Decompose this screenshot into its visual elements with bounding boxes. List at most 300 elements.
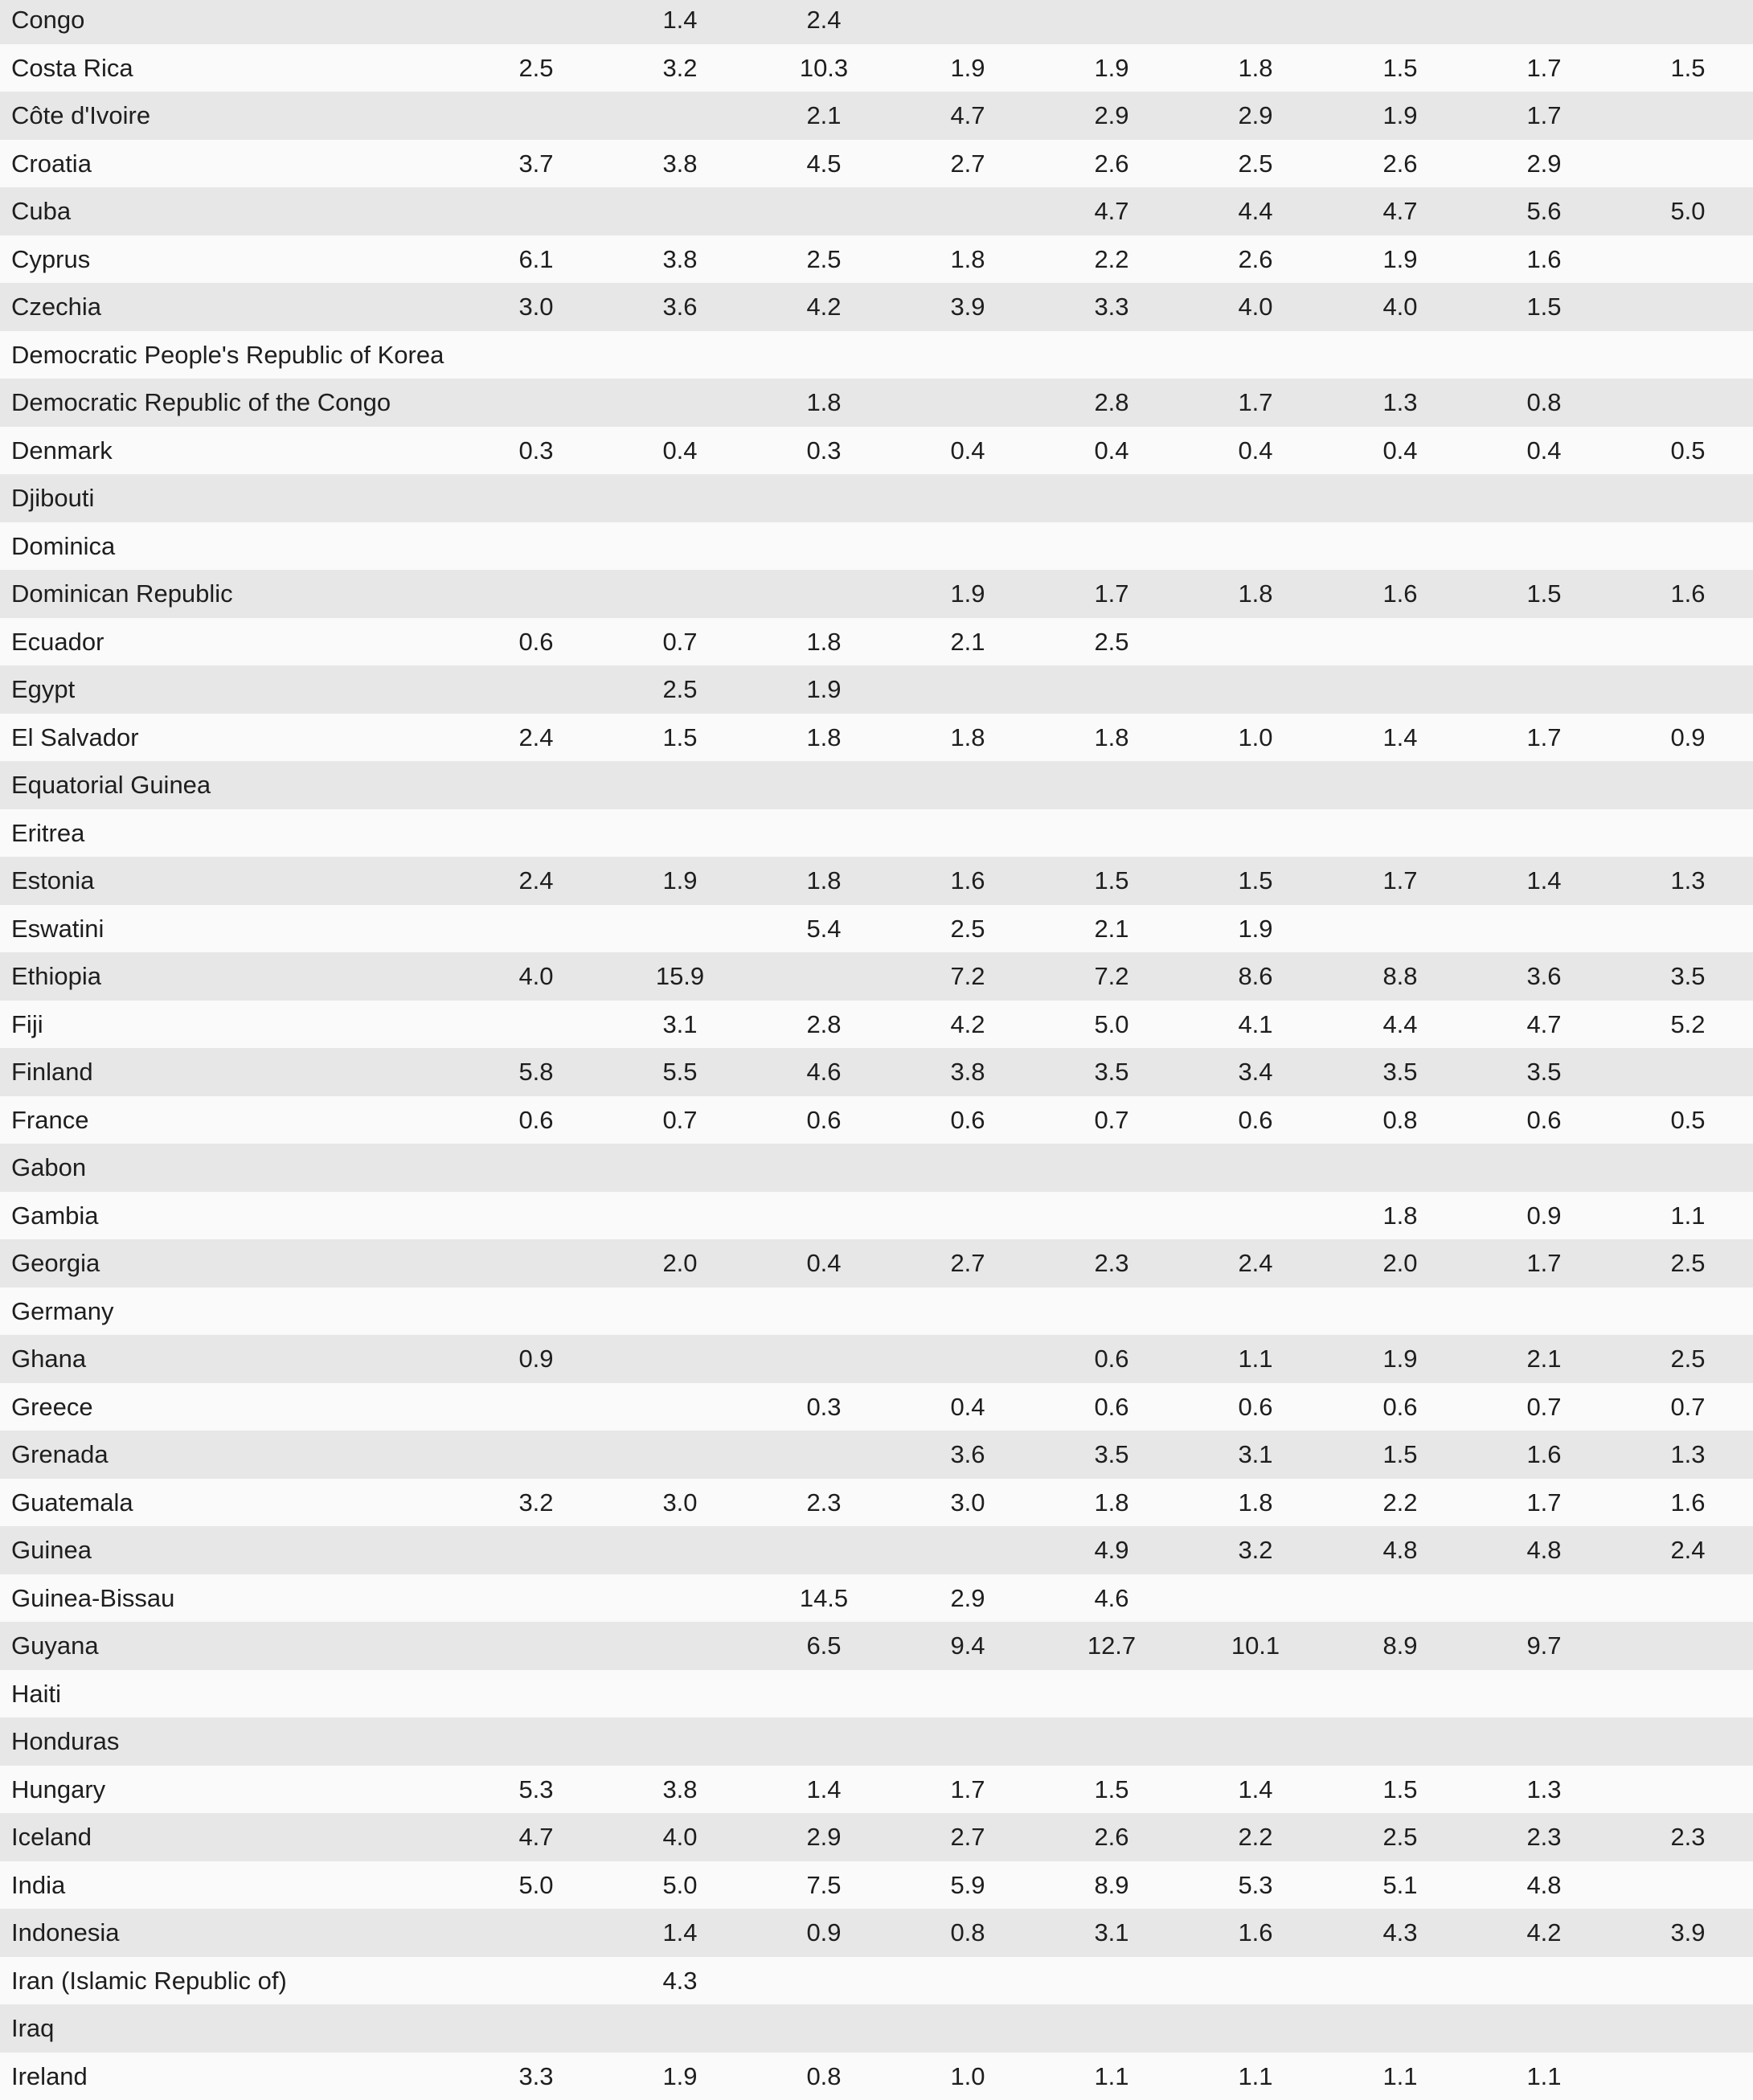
country-name: Indonesia	[11, 1909, 461, 1957]
value-cell: 0.3	[764, 1383, 884, 1431]
value-cell	[1484, 1717, 1604, 1766]
value-cell: 5.4	[764, 905, 884, 953]
value-cell	[476, 1909, 596, 1957]
value-cell: 1.7	[1484, 44, 1604, 92]
value-cell: 1.8	[1195, 570, 1316, 618]
value-cell: 0.9	[1484, 1192, 1604, 1240]
value-cell	[1340, 1144, 1460, 1192]
value-cell	[907, 1335, 1028, 1383]
value-cell	[907, 474, 1028, 522]
value-cell	[1340, 522, 1460, 571]
value-cell	[764, 1144, 884, 1192]
country-name: Haiti	[11, 1670, 461, 1718]
value-cell: 4.2	[907, 1001, 1028, 1049]
value-cell: 3.8	[620, 140, 740, 188]
value-cell: 1.4	[620, 1909, 740, 1957]
value-cell: 2.7	[907, 1813, 1028, 1861]
value-cell	[620, 1431, 740, 1479]
value-cell	[1340, 0, 1460, 44]
value-cell: 5.9	[907, 1861, 1028, 1910]
value-cell: 4.7	[1051, 187, 1172, 235]
country-name: El Salvador	[11, 714, 461, 762]
value-cell	[1195, 474, 1316, 522]
value-cell: 6.1	[476, 235, 596, 284]
value-cell: 3.8	[620, 1766, 740, 1814]
table-row	[0, 92, 1753, 140]
value-cell	[1051, 331, 1172, 379]
value-cell: 8.9	[1051, 1861, 1172, 1910]
value-cell	[1628, 331, 1748, 379]
value-cell	[764, 570, 884, 618]
value-cell: 2.7	[907, 1239, 1028, 1287]
value-cell: 2.9	[764, 1813, 884, 1861]
table-row	[0, 1670, 1753, 1718]
value-cell	[1340, 1717, 1460, 1766]
table-row	[0, 665, 1753, 714]
table-row	[0, 1144, 1753, 1192]
value-cell: 12.7	[1051, 1622, 1172, 1670]
value-cell: 4.8	[1340, 1526, 1460, 1574]
value-cell: 0.6	[1051, 1335, 1172, 1383]
value-cell: 4.6	[764, 1048, 884, 1096]
value-cell	[764, 187, 884, 235]
value-cell: 1.1	[1195, 2053, 1316, 2100]
value-cell: 0.6	[1340, 1383, 1460, 1431]
value-cell: 1.9	[907, 570, 1028, 618]
value-cell	[1484, 1574, 1604, 1623]
value-cell: 4.4	[1195, 187, 1316, 235]
country-name: Guinea	[11, 1526, 461, 1574]
table-row	[0, 522, 1753, 571]
value-cell: 4.8	[1484, 1526, 1604, 1574]
value-cell	[476, 1957, 596, 2005]
country-name: Cyprus	[11, 235, 461, 284]
value-cell	[1628, 0, 1748, 44]
value-cell	[620, 1335, 740, 1383]
table-row	[0, 570, 1753, 618]
value-cell	[1628, 474, 1748, 522]
country-name: Georgia	[11, 1239, 461, 1287]
value-cell: 1.8	[1195, 1479, 1316, 1527]
value-cell	[907, 0, 1028, 44]
table-row	[0, 1526, 1753, 1574]
value-cell	[1195, 1287, 1316, 1336]
value-cell: 1.4	[1195, 1766, 1316, 1814]
value-cell	[476, 2004, 596, 2053]
value-cell	[1340, 618, 1460, 666]
value-cell: 1.5	[1484, 570, 1604, 618]
value-cell: 0.8	[764, 2053, 884, 2100]
value-cell: 1.9	[620, 2053, 740, 2100]
table-row	[0, 1287, 1753, 1336]
value-cell	[1628, 140, 1748, 188]
country-name: Gambia	[11, 1192, 461, 1240]
country-name: Eritrea	[11, 809, 461, 858]
value-cell: 0.8	[1484, 379, 1604, 427]
value-cell: 0.4	[1340, 427, 1460, 475]
value-cell: 3.3	[476, 2053, 596, 2100]
value-cell	[764, 1287, 884, 1336]
value-cell: 10.3	[764, 44, 884, 92]
value-cell	[1484, 809, 1604, 858]
value-cell: 2.0	[1340, 1239, 1460, 1287]
value-cell	[620, 570, 740, 618]
value-cell	[476, 379, 596, 427]
value-cell	[1051, 1287, 1172, 1336]
value-cell: 3.5	[1340, 1048, 1460, 1096]
value-cell: 5.2	[1628, 1001, 1748, 1049]
country-name: Côte d'Ivoire	[11, 92, 461, 140]
value-cell	[1340, 1957, 1460, 2005]
value-cell: 5.0	[1628, 187, 1748, 235]
value-cell: 4.0	[1195, 283, 1316, 331]
table-row	[0, 618, 1753, 666]
value-cell	[907, 1670, 1028, 1718]
country-name: Democratic Republic of the Congo	[11, 379, 461, 427]
value-cell	[476, 809, 596, 858]
value-cell	[907, 809, 1028, 858]
value-cell	[907, 1287, 1028, 1336]
country-name: Estonia	[11, 857, 461, 905]
value-cell	[1340, 474, 1460, 522]
value-cell: 1.8	[1051, 1479, 1172, 1527]
value-cell: 1.1	[1628, 1192, 1748, 1240]
value-cell: 1.8	[1340, 1192, 1460, 1240]
value-cell	[1628, 235, 1748, 284]
value-cell: 2.3	[1484, 1813, 1604, 1861]
table-row	[0, 0, 1753, 44]
value-cell	[1628, 2004, 1748, 2053]
value-cell: 4.0	[620, 1813, 740, 1861]
value-cell: 2.5	[1340, 1813, 1460, 1861]
value-cell: 2.3	[1628, 1813, 1748, 1861]
table-row	[0, 1957, 1753, 2005]
value-cell	[1628, 1048, 1748, 1096]
value-cell	[620, 1717, 740, 1766]
value-cell: 1.6	[1484, 235, 1604, 284]
table-row	[0, 1766, 1753, 1814]
value-cell	[764, 1957, 884, 2005]
value-cell	[1628, 761, 1748, 809]
value-cell: 3.3	[1051, 283, 1172, 331]
table-row	[0, 187, 1753, 235]
value-cell	[1051, 522, 1172, 571]
table-row	[0, 761, 1753, 809]
country-name: Czechia	[11, 283, 461, 331]
value-cell: 2.9	[1051, 92, 1172, 140]
value-cell	[764, 522, 884, 571]
country-name: Congo	[11, 0, 461, 44]
value-cell: 1.4	[764, 1766, 884, 1814]
value-cell	[476, 570, 596, 618]
value-cell: 1.5	[1628, 44, 1748, 92]
table-row	[0, 1096, 1753, 1144]
value-cell: 1.7	[1484, 92, 1604, 140]
value-cell: 2.5	[1195, 140, 1316, 188]
table-row	[0, 1048, 1753, 1096]
value-cell: 5.8	[476, 1048, 596, 1096]
country-name: Honduras	[11, 1717, 461, 1766]
value-cell: 2.0	[620, 1239, 740, 1287]
value-cell: 5.3	[476, 1766, 596, 1814]
value-cell	[620, 1670, 740, 1718]
value-cell: 3.5	[1051, 1048, 1172, 1096]
value-cell: 2.4	[1195, 1239, 1316, 1287]
value-cell: 0.7	[1484, 1383, 1604, 1431]
value-cell	[1628, 1861, 1748, 1910]
value-cell: 2.4	[476, 857, 596, 905]
value-cell: 0.3	[476, 427, 596, 475]
value-cell	[907, 761, 1028, 809]
value-cell: 1.7	[1051, 570, 1172, 618]
value-cell	[476, 522, 596, 571]
country-name: India	[11, 1861, 461, 1910]
table-row	[0, 1431, 1753, 1479]
value-cell: 2.5	[620, 665, 740, 714]
value-cell	[1195, 618, 1316, 666]
value-cell: 2.5	[1051, 618, 1172, 666]
value-cell: 5.6	[1484, 187, 1604, 235]
value-cell	[476, 1144, 596, 1192]
value-cell: 2.2	[1340, 1479, 1460, 1527]
country-name: Egypt	[11, 665, 461, 714]
value-cell	[476, 1526, 596, 1574]
country-name: France	[11, 1096, 461, 1144]
table-row	[0, 2004, 1753, 2053]
table-row	[0, 1001, 1753, 1049]
value-cell: 3.6	[620, 283, 740, 331]
value-cell: 0.7	[620, 618, 740, 666]
value-cell: 2.6	[1340, 140, 1460, 188]
value-cell: 0.6	[1484, 1096, 1604, 1144]
value-cell: 1.9	[1340, 235, 1460, 284]
value-cell	[1051, 761, 1172, 809]
value-cell: 15.9	[620, 952, 740, 1001]
value-cell	[476, 665, 596, 714]
value-cell: 1.9	[1340, 1335, 1460, 1383]
value-cell	[1195, 1192, 1316, 1240]
country-name: Fiji	[11, 1001, 461, 1049]
value-cell: 2.7	[907, 140, 1028, 188]
value-cell: 1.5	[620, 714, 740, 762]
value-cell	[1628, 1287, 1748, 1336]
value-cell	[1628, 665, 1748, 714]
value-cell	[620, 474, 740, 522]
value-cell	[764, 474, 884, 522]
value-cell: 1.5	[1340, 1431, 1460, 1479]
value-cell	[764, 809, 884, 858]
value-cell: 4.8	[1484, 1861, 1604, 1910]
value-cell: 9.4	[907, 1622, 1028, 1670]
value-cell: 14.5	[764, 1574, 884, 1623]
value-cell: 2.6	[1051, 140, 1172, 188]
country-name: Guyana	[11, 1622, 461, 1670]
country-name: Eswatini	[11, 905, 461, 953]
table-row	[0, 2053, 1753, 2100]
value-cell: 4.4	[1340, 1001, 1460, 1049]
value-cell	[1628, 618, 1748, 666]
country-name: Democratic People's Republic of Korea	[11, 331, 461, 379]
value-cell	[476, 905, 596, 953]
value-cell	[907, 1144, 1028, 1192]
country-name: Dominica	[11, 522, 461, 571]
value-cell: 0.4	[1484, 427, 1604, 475]
value-cell: 1.5	[1051, 1766, 1172, 1814]
value-cell	[476, 1239, 596, 1287]
value-cell	[620, 1574, 740, 1623]
value-cell	[1484, 1670, 1604, 1718]
value-cell: 1.7	[1484, 1479, 1604, 1527]
value-cell	[476, 474, 596, 522]
country-name: Ethiopia	[11, 952, 461, 1001]
value-cell	[1340, 905, 1460, 953]
value-cell: 0.8	[907, 1909, 1028, 1957]
value-cell: 1.7	[1340, 857, 1460, 905]
value-cell: 1.4	[1484, 857, 1604, 905]
table-row	[0, 809, 1753, 858]
value-cell	[1484, 1144, 1604, 1192]
value-cell	[764, 2004, 884, 2053]
value-cell	[620, 92, 740, 140]
value-cell: 1.8	[1051, 714, 1172, 762]
value-cell: 1.8	[764, 379, 884, 427]
value-cell	[1340, 331, 1460, 379]
value-cell	[620, 1526, 740, 1574]
country-name: Equatorial Guinea	[11, 761, 461, 809]
value-cell: 1.9	[907, 44, 1028, 92]
value-cell	[476, 0, 596, 44]
value-cell: 2.9	[1484, 140, 1604, 188]
value-cell	[620, 1287, 740, 1336]
value-cell	[476, 1670, 596, 1718]
value-cell	[764, 952, 884, 1001]
value-cell: 2.3	[1051, 1239, 1172, 1287]
value-cell	[1340, 809, 1460, 858]
table-row	[0, 44, 1753, 92]
value-cell: 3.6	[1484, 952, 1604, 1001]
value-cell: 0.5	[1628, 427, 1748, 475]
value-cell: 0.4	[1195, 427, 1316, 475]
value-cell	[476, 1383, 596, 1431]
value-cell	[907, 1717, 1028, 1766]
value-cell: 2.2	[1195, 1813, 1316, 1861]
value-cell: 1.8	[1195, 44, 1316, 92]
value-cell	[1628, 1574, 1748, 1623]
value-cell	[1484, 618, 1604, 666]
value-cell: 8.8	[1340, 952, 1460, 1001]
value-cell: 3.5	[1051, 1431, 1172, 1479]
value-cell	[907, 1192, 1028, 1240]
value-cell: 3.5	[1484, 1048, 1604, 1096]
table-row	[0, 714, 1753, 762]
value-cell: 0.5	[1628, 1096, 1748, 1144]
country-name: Gabon	[11, 1144, 461, 1192]
value-cell	[1340, 1574, 1460, 1623]
value-cell	[620, 1383, 740, 1431]
value-cell: 2.5	[1628, 1239, 1748, 1287]
value-cell: 0.7	[1628, 1383, 1748, 1431]
value-cell	[620, 761, 740, 809]
value-cell: 1.5	[1484, 283, 1604, 331]
value-cell: 3.0	[476, 283, 596, 331]
value-cell: 0.9	[476, 1335, 596, 1383]
value-cell: 1.8	[764, 857, 884, 905]
value-cell	[1628, 1144, 1748, 1192]
table-row	[0, 235, 1753, 284]
table-row	[0, 1717, 1753, 1766]
table-row	[0, 1383, 1753, 1431]
value-cell	[476, 92, 596, 140]
table-row	[0, 905, 1753, 953]
value-cell: 4.2	[1484, 1909, 1604, 1957]
value-cell	[620, 2004, 740, 2053]
value-cell: 4.2	[764, 283, 884, 331]
value-cell	[1484, 522, 1604, 571]
value-cell	[1484, 331, 1604, 379]
value-cell	[1484, 474, 1604, 522]
value-cell	[764, 331, 884, 379]
table-row	[0, 1909, 1753, 1957]
value-cell: 2.2	[1051, 235, 1172, 284]
value-cell	[1340, 1287, 1460, 1336]
value-cell	[1340, 761, 1460, 809]
value-cell: 2.4	[764, 0, 884, 44]
value-cell	[1628, 1622, 1748, 1670]
value-cell	[476, 1431, 596, 1479]
value-cell: 2.1	[764, 92, 884, 140]
value-cell: 1.5	[1340, 1766, 1460, 1814]
value-cell	[1051, 809, 1172, 858]
value-cell	[476, 1622, 596, 1670]
value-cell: 4.5	[764, 140, 884, 188]
value-cell: 1.6	[1195, 1909, 1316, 1957]
value-cell: 1.1	[1340, 2053, 1460, 2100]
value-cell: 5.0	[620, 1861, 740, 1910]
value-cell	[764, 1335, 884, 1383]
value-cell	[1195, 1144, 1316, 1192]
value-cell: 1.0	[907, 2053, 1028, 2100]
value-cell	[620, 1144, 740, 1192]
value-cell: 5.3	[1195, 1861, 1316, 1910]
value-cell	[476, 331, 596, 379]
value-cell: 0.6	[907, 1096, 1028, 1144]
value-cell	[1051, 1717, 1172, 1766]
value-cell: 0.7	[620, 1096, 740, 1144]
value-cell	[1628, 1957, 1748, 2005]
value-cell	[1051, 1192, 1172, 1240]
value-cell: 0.9	[764, 1909, 884, 1957]
value-cell: 2.4	[476, 714, 596, 762]
country-name: Iran (Islamic Republic of)	[11, 1957, 461, 2005]
value-cell	[1340, 665, 1460, 714]
value-cell	[1051, 0, 1172, 44]
value-cell: 0.4	[620, 427, 740, 475]
value-cell: 4.9	[1051, 1526, 1172, 1574]
value-cell: 5.0	[476, 1861, 596, 1910]
value-cell	[476, 1287, 596, 1336]
value-cell	[1051, 1957, 1172, 2005]
value-cell: 1.1	[1195, 1335, 1316, 1383]
value-cell	[1628, 379, 1748, 427]
value-cell: 3.2	[1195, 1526, 1316, 1574]
value-cell	[1628, 522, 1748, 571]
country-name: Iraq	[11, 2004, 461, 2053]
value-cell: 1.4	[1340, 714, 1460, 762]
value-cell: 4.7	[1484, 1001, 1604, 1049]
value-cell: 1.4	[620, 0, 740, 44]
value-cell: 1.1	[1484, 2053, 1604, 2100]
value-cell	[764, 761, 884, 809]
